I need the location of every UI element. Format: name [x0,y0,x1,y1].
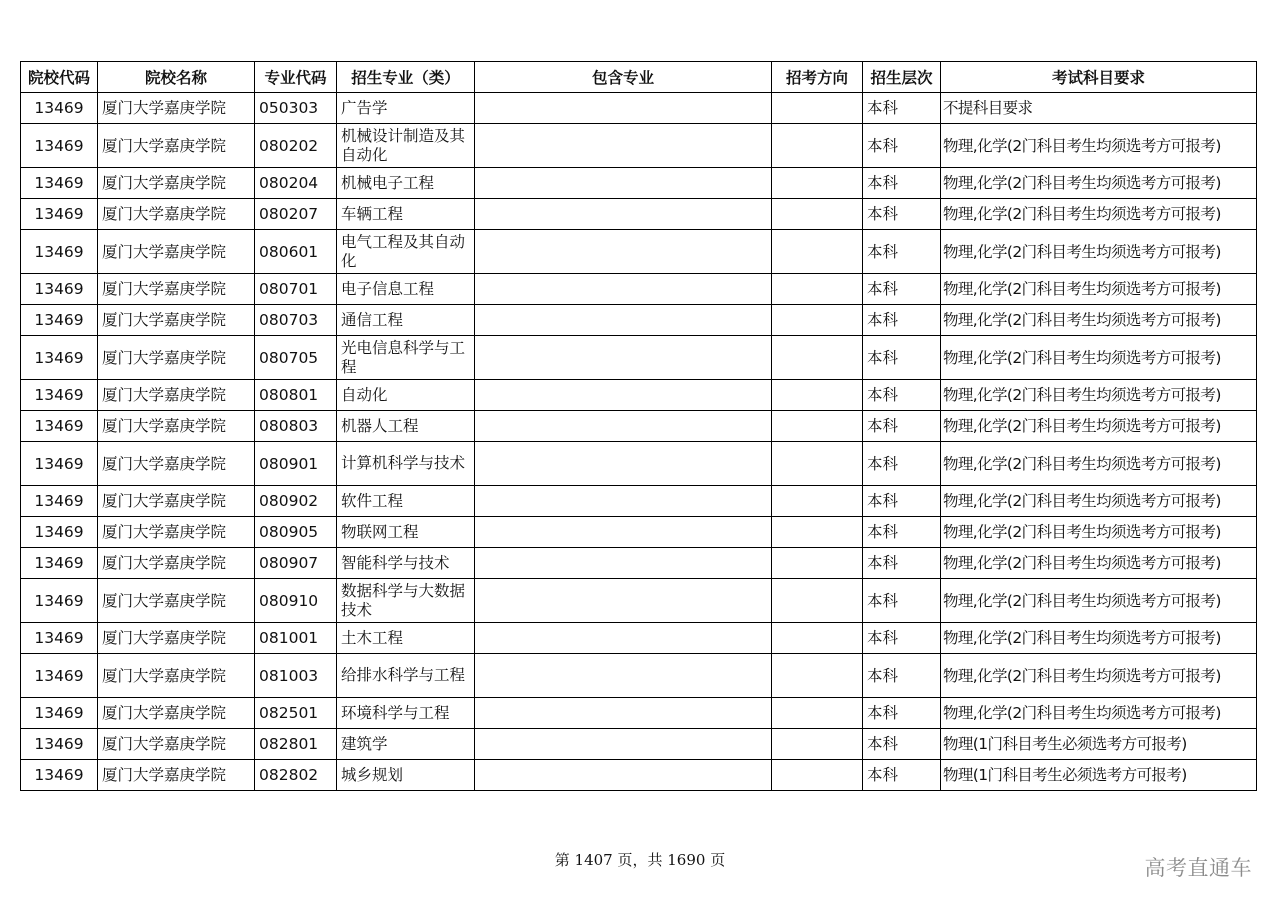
cell-included-majors [475,230,772,274]
cell-major: 光电信息科学与工程 [337,336,475,380]
cell-school-code: 13469 [21,199,98,230]
cell-direction [772,124,863,168]
cell-level: 本科 [863,729,941,760]
cell-school-code: 13469 [21,230,98,274]
cell-major: 给排水科学与工程 [337,654,475,698]
cell-school-code: 13469 [21,336,98,380]
cell-major: 机械设计制造及其自动化 [337,124,475,168]
cell-major-code: 080207 [255,199,337,230]
page-number: 第 1407 页，共 1690 页 [554,851,726,869]
cell-major-code: 080910 [255,579,337,623]
cell-level: 本科 [863,411,941,442]
cell-school-code: 13469 [21,168,98,199]
cell-school-code: 13469 [21,274,98,305]
cell-direction [772,274,863,305]
table-row [21,548,1257,579]
cell-included-majors [475,199,772,230]
cell-major: 电子信息工程 [337,274,475,305]
cell-direction [772,517,863,548]
cell-subject-requirement: 物理(1门科目考生必须选考方可报考) [941,760,1257,791]
cell-direction [772,411,863,442]
cell-school-code: 13469 [21,760,98,791]
cell-school-name: 厦门大学嘉庚学院 [98,336,255,380]
cell-major-code: 080705 [255,336,337,380]
cell-subject-requirement: 物理,化学(2门科目考生均须选考方可报考) [941,230,1257,274]
cell-direction [772,336,863,380]
cell-major-code: 080703 [255,305,337,336]
cell-major-code: 080902 [255,486,337,517]
cell-subject-requirement: 物理,化学(2门科目考生均须选考方可报考) [941,274,1257,305]
table-row [21,380,1257,411]
cell-major: 数据科学与大数据技术 [337,579,475,623]
cell-level: 本科 [863,93,941,124]
watermark-text: 高考直通车 [1144,856,1252,880]
cell-direction [772,305,863,336]
cell-major: 软件工程 [337,486,475,517]
cell-direction [772,579,863,623]
cell-direction [772,729,863,760]
cell-included-majors [475,623,772,654]
cell-major-code: 050303 [255,93,337,124]
cell-school-name: 厦门大学嘉庚学院 [98,93,255,124]
cell-subject-requirement: 物理,化学(2门科目考生均须选考方可报考) [941,336,1257,380]
cell-subject-requirement: 不提科目要求 [941,93,1257,124]
cell-school-code: 13469 [21,548,98,579]
header-major-code: 专业代码 [255,62,337,93]
cell-school-code: 13469 [21,579,98,623]
cell-direction [772,230,863,274]
cell-subject-requirement: 物理,化学(2门科目考生均须选考方可报考) [941,380,1257,411]
cell-direction [772,760,863,791]
cell-school-name: 厦门大学嘉庚学院 [98,442,255,486]
cell-level: 本科 [863,698,941,729]
cell-direction [772,623,863,654]
cell-subject-requirement: 物理,化学(2门科目考生均须选考方可报考) [941,411,1257,442]
cell-subject-requirement: 物理(1门科目考生必须选考方可报考) [941,729,1257,760]
table-row [21,579,1257,623]
cell-direction [772,486,863,517]
cell-school-code: 13469 [21,442,98,486]
cell-level: 本科 [863,623,941,654]
cell-major: 环境科学与工程 [337,698,475,729]
cell-level: 本科 [863,517,941,548]
cell-school-name: 厦门大学嘉庚学院 [98,168,255,199]
cell-subject-requirement: 物理,化学(2门科目考生均须选考方可报考) [941,548,1257,579]
cell-school-name: 厦门大学嘉庚学院 [98,623,255,654]
cell-school-code: 13469 [21,654,98,698]
cell-major-code: 081003 [255,654,337,698]
header-subject-requirement: 考试科目要求 [941,62,1257,93]
cell-subject-requirement: 物理,化学(2门科目考生均须选考方可报考) [941,698,1257,729]
cell-school-name: 厦门大学嘉庚学院 [98,548,255,579]
cell-level: 本科 [863,305,941,336]
table-row [21,760,1257,791]
cell-major: 城乡规划 [337,760,475,791]
table-header-row [21,62,1257,93]
cell-included-majors [475,336,772,380]
cell-major-code: 080701 [255,274,337,305]
cell-school-code: 13469 [21,380,98,411]
cell-school-name: 厦门大学嘉庚学院 [98,698,255,729]
cell-included-majors [475,168,772,199]
cell-subject-requirement: 物理,化学(2门科目考生均须选考方可报考) [941,168,1257,199]
cell-school-name: 厦门大学嘉庚学院 [98,517,255,548]
cell-level: 本科 [863,230,941,274]
table-row [21,124,1257,168]
cell-school-name: 厦门大学嘉庚学院 [98,486,255,517]
cell-school-code: 13469 [21,411,98,442]
table-body [21,93,1257,791]
cell-school-code: 13469 [21,93,98,124]
cell-included-majors [475,93,772,124]
cell-major-code: 080801 [255,380,337,411]
cell-included-majors [475,380,772,411]
cell-school-name: 厦门大学嘉庚学院 [98,654,255,698]
table-row [21,517,1257,548]
cell-direction [772,548,863,579]
cell-direction [772,93,863,124]
cell-level: 本科 [863,654,941,698]
cell-subject-requirement: 物理,化学(2门科目考生均须选考方可报考) [941,623,1257,654]
table-row [21,486,1257,517]
cell-subject-requirement: 物理,化学(2门科目考生均须选考方可报考) [941,442,1257,486]
cell-included-majors [475,548,772,579]
cell-major: 电气工程及其自动化 [337,230,475,274]
cell-school-code: 13469 [21,305,98,336]
cell-major: 土木工程 [337,623,475,654]
header-level: 招生层次 [863,62,941,93]
cell-school-name: 厦门大学嘉庚学院 [98,124,255,168]
cell-included-majors [475,411,772,442]
table-row [21,274,1257,305]
table-row [21,305,1257,336]
cell-level: 本科 [863,124,941,168]
cell-included-majors [475,274,772,305]
cell-major: 车辆工程 [337,199,475,230]
cell-school-code: 13469 [21,517,98,548]
table-row [21,336,1257,380]
cell-direction [772,168,863,199]
cell-direction [772,380,863,411]
cell-school-code: 13469 [21,486,98,517]
cell-school-name: 厦门大学嘉庚学院 [98,274,255,305]
cell-level: 本科 [863,168,941,199]
cell-included-majors [475,442,772,486]
cell-subject-requirement: 物理,化学(2门科目考生均须选考方可报考) [941,517,1257,548]
cell-major: 机械电子工程 [337,168,475,199]
table-row [21,654,1257,698]
admission-table-sheet [20,61,1256,791]
cell-direction [772,199,863,230]
cell-major-code: 082501 [255,698,337,729]
header-major: 招生专业（类） [337,62,475,93]
cell-included-majors [475,305,772,336]
table-row [21,230,1257,274]
cell-level: 本科 [863,442,941,486]
cell-school-name: 厦门大学嘉庚学院 [98,729,255,760]
cell-major: 机器人工程 [337,411,475,442]
cell-level: 本科 [863,486,941,517]
table-row [21,623,1257,654]
table-row [21,698,1257,729]
cell-major-code: 082802 [255,760,337,791]
cell-major: 智能科学与技术 [337,548,475,579]
cell-subject-requirement: 物理,化学(2门科目考生均须选考方可报考) [941,199,1257,230]
cell-school-code: 13469 [21,124,98,168]
cell-school-code: 13469 [21,729,98,760]
cell-school-name: 厦门大学嘉庚学院 [98,230,255,274]
cell-included-majors [475,124,772,168]
cell-included-majors [475,729,772,760]
cell-included-majors [475,760,772,791]
cell-major-code: 080803 [255,411,337,442]
cell-level: 本科 [863,760,941,791]
header-direction: 招考方向 [772,62,863,93]
cell-school-name: 厦门大学嘉庚学院 [98,199,255,230]
header-school-code: 院校代码 [21,62,98,93]
cell-included-majors [475,698,772,729]
cell-subject-requirement: 物理,化学(2门科目考生均须选考方可报考) [941,305,1257,336]
cell-level: 本科 [863,199,941,230]
cell-level: 本科 [863,274,941,305]
cell-school-name: 厦门大学嘉庚学院 [98,760,255,791]
cell-major-code: 081001 [255,623,337,654]
cell-subject-requirement: 物理,化学(2门科目考生均须选考方可报考) [941,654,1257,698]
cell-major: 建筑学 [337,729,475,760]
cell-major: 物联网工程 [337,517,475,548]
table-row [21,411,1257,442]
cell-major-code: 082801 [255,729,337,760]
cell-subject-requirement: 物理,化学(2门科目考生均须选考方可报考) [941,486,1257,517]
cell-subject-requirement: 物理,化学(2门科目考生均须选考方可报考) [941,124,1257,168]
cell-included-majors [475,654,772,698]
cell-major: 自动化 [337,380,475,411]
cell-included-majors [475,517,772,548]
cell-major-code: 080905 [255,517,337,548]
header-school-name: 院校名称 [98,62,255,93]
cell-subject-requirement: 物理,化学(2门科目考生均须选考方可报考) [941,579,1257,623]
table-row [21,729,1257,760]
header-included-majors: 包含专业 [475,62,772,93]
cell-school-name: 厦门大学嘉庚学院 [98,380,255,411]
cell-level: 本科 [863,579,941,623]
cell-direction [772,654,863,698]
table-row [21,168,1257,199]
table-row [21,442,1257,486]
cell-included-majors [475,579,772,623]
cell-school-name: 厦门大学嘉庚学院 [98,579,255,623]
cell-level: 本科 [863,336,941,380]
cell-included-majors [475,486,772,517]
cell-direction [772,442,863,486]
cell-school-name: 厦门大学嘉庚学院 [98,305,255,336]
cell-major: 计算机科学与技术 [337,442,475,486]
cell-major-code: 080204 [255,168,337,199]
cell-major-code: 080202 [255,124,337,168]
cell-school-code: 13469 [21,698,98,729]
cell-school-code: 13469 [21,623,98,654]
admission-table [20,61,1257,791]
cell-major-code: 080901 [255,442,337,486]
table-row [21,199,1257,230]
cell-major: 广告学 [337,93,475,124]
cell-level: 本科 [863,548,941,579]
cell-major-code: 080907 [255,548,337,579]
cell-major: 通信工程 [337,305,475,336]
cell-direction [772,698,863,729]
cell-major-code: 080601 [255,230,337,274]
table-row [21,93,1257,124]
cell-level: 本科 [863,380,941,411]
cell-school-name: 厦门大学嘉庚学院 [98,411,255,442]
